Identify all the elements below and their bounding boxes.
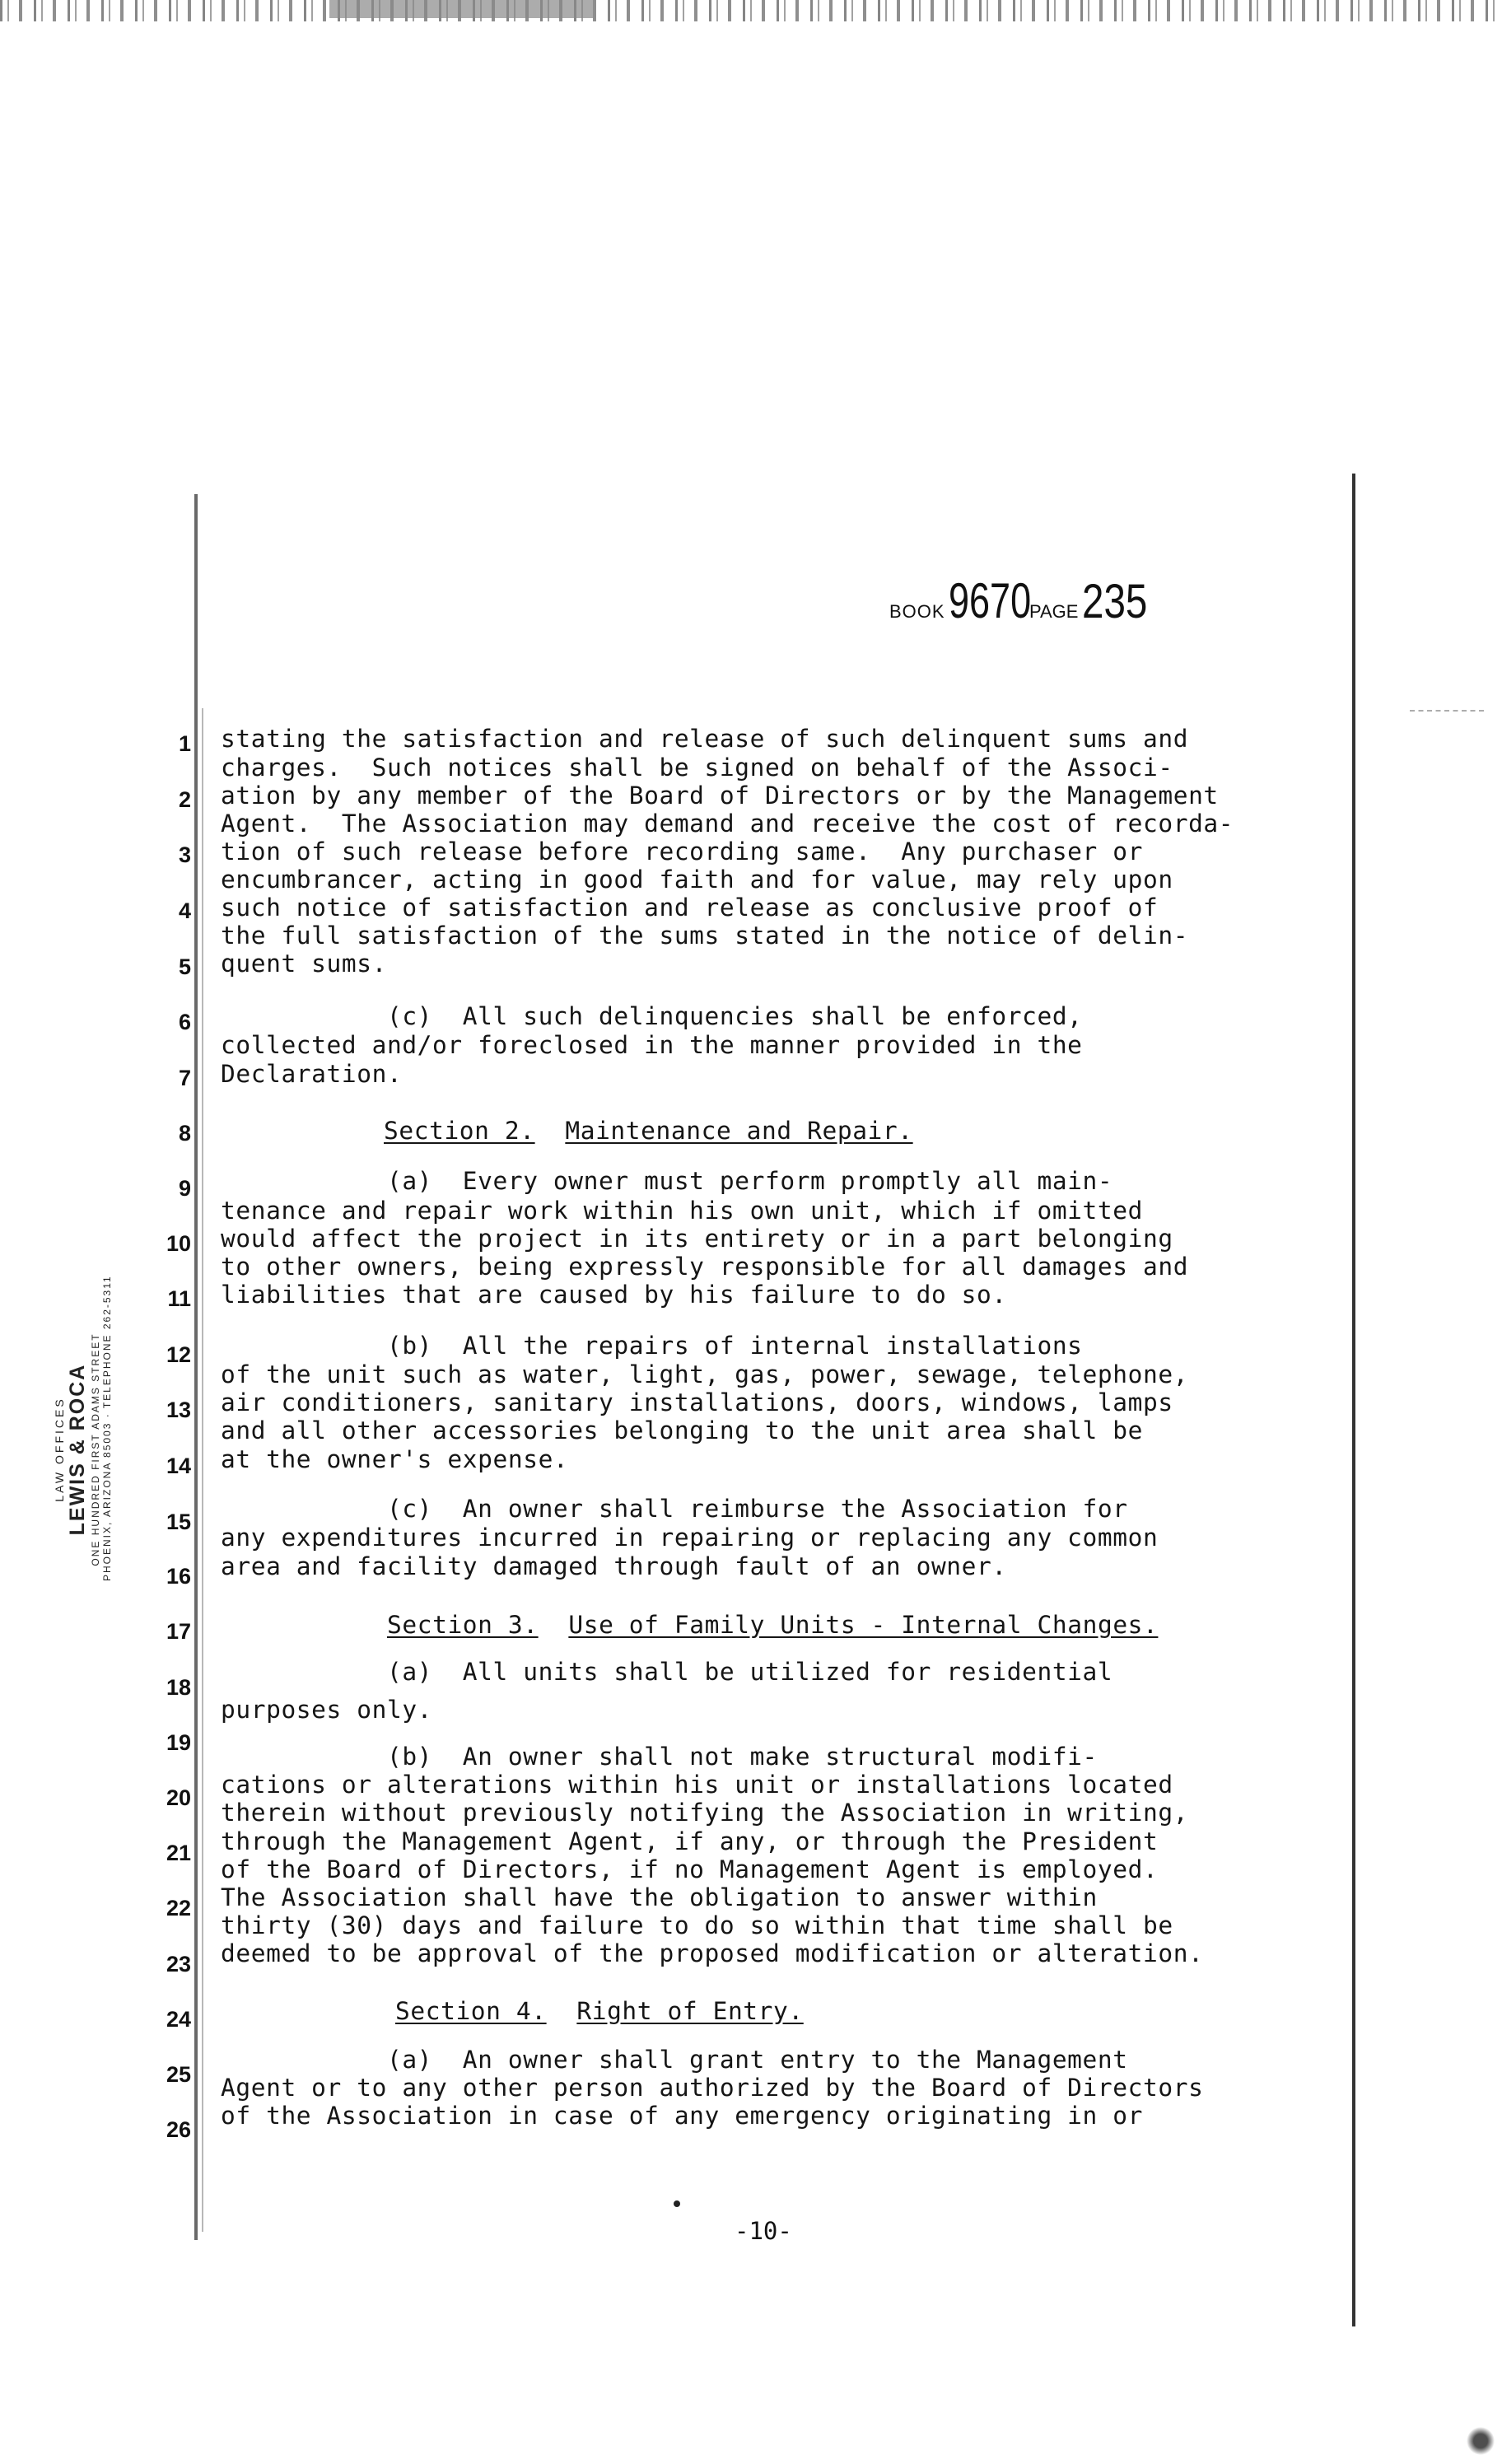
section-2-number: Section 2. <box>384 1117 535 1145</box>
text-line: encumbrancer, acting in good faith and for value, may rely upon <box>221 866 1173 894</box>
text-line: to other owners, being expressly responsible for all damages and <box>221 1253 1189 1281</box>
line-number: 8 <box>178 1121 191 1146</box>
text-line: through the Management Agent, if any, or through the President <box>221 1827 1159 1855</box>
line-number: 4 <box>178 898 191 923</box>
line-number: 21 <box>166 1841 191 1865</box>
text-line: of the unit such as water, light, gas, power, sewage, telephone, <box>221 1360 1189 1388</box>
line-number: 10 <box>166 1231 191 1256</box>
line-number: 14 <box>166 1454 191 1478</box>
book-page-stamp <box>889 572 1162 629</box>
text-line: and all other accessories belonging to the unit area shall be <box>221 1416 1143 1444</box>
line-number: 22 <box>166 1896 191 1920</box>
line-number: 1 <box>178 731 191 756</box>
text-line: air conditioners, sanitary installations, doors, windows, lamps <box>221 1388 1173 1416</box>
line-number: 15 <box>166 1510 191 1534</box>
section-3-number: Section 3. <box>387 1611 539 1639</box>
text-line: tenance and repair work within his own unit, which if omitted <box>221 1197 1143 1225</box>
text-line: such notice of satisfaction and release as conclusive proof of <box>221 894 1159 922</box>
text-line: the full satisfaction of the sums stated in the notice of delin- <box>221 922 1189 950</box>
line-number: 3 <box>178 842 191 867</box>
text-line: Agent. The Association may demand and receive the cost of recorda- <box>221 810 1234 838</box>
text-line: stating the satisfaction and release of such delinquent sums and <box>221 725 1189 753</box>
line-number: 11 <box>167 1286 191 1311</box>
book-label: BOOK <box>889 601 945 622</box>
line-number: 12 <box>166 1342 191 1367</box>
text-line: (b) All the repairs of internal installations <box>221 1332 1083 1360</box>
text-line: tion of such release before recording same. Any purchaser or <box>221 838 1143 866</box>
left-margin-rule-inner <box>202 708 203 2232</box>
text-line: cations or alterations within his unit or installations located <box>221 1771 1173 1799</box>
text-line: (a) Every owner must perform promptly all main- <box>221 1167 1113 1195</box>
section-3-heading <box>387 1611 1158 1639</box>
firm-name: LEWIS & ROCA <box>66 1363 89 1536</box>
line-number: 18 <box>166 1675 191 1700</box>
text-line: thirty (30) days and failure to do so within that time shall be <box>221 1911 1173 1939</box>
book-number: 9670 <box>949 573 1032 628</box>
line-number: 9 <box>178 1176 191 1201</box>
line-number: 13 <box>166 1398 191 1422</box>
text-line: at the owner's expense. <box>221 1445 569 1473</box>
section-4-number: Section 4. <box>395 1997 547 2025</box>
text-line: collected and/or foreclosed in the manner provided in the <box>221 1031 1083 1059</box>
section-4-heading <box>395 1997 804 2025</box>
page-footer-number: -10- <box>735 2217 792 2245</box>
text-line: area and facility damaged through fault of an owner. <box>221 1552 1007 1580</box>
firm-address: ONE HUNDRED FIRST ADAMS STREET <box>90 1332 101 1566</box>
text-line: Declaration. <box>221 1060 403 1088</box>
line-number: 17 <box>166 1619 191 1644</box>
text-line: of the Board of Directors, if no Management Agent is employed. <box>221 1855 1159 1883</box>
text-line: (a) An owner shall grant entry to the Management <box>221 2046 1128 2074</box>
text-line: The Association shall have the obligation to answer within <box>221 1883 1098 1911</box>
text-line: would affect the project in its entirety or in a part belonging <box>221 1225 1173 1253</box>
page-label: PAGE <box>1029 601 1079 622</box>
line-number: 19 <box>166 1730 191 1755</box>
line-number: 25 <box>166 2062 191 2087</box>
section-2-heading <box>384 1117 913 1145</box>
text-line: charges. Such notices shall be signed on behalf of the Associ- <box>221 754 1173 782</box>
law-offices-label: LAW OFFICES <box>53 1397 66 1502</box>
text-line: of the Association in case of any emergency originating in or <box>221 2102 1143 2130</box>
text-line: purposes only. <box>221 1696 433 1724</box>
text-line: deemed to be approval of the proposed modification or alteration. <box>221 1939 1204 1967</box>
firm-contact: PHOENIX, ARIZONA 85003 · TELEPHONE 262-5311 <box>101 1275 113 1581</box>
text-line: liabilities that are caused by his failure to do so. <box>221 1281 1007 1309</box>
left-margin-rule <box>194 494 198 2240</box>
line-number: 24 <box>166 2007 191 2032</box>
text-line: any expenditures incurred in repairing or replacing any common <box>221 1524 1159 1552</box>
text-line: (c) All such delinquencies shall be enforced, <box>221 1002 1083 1030</box>
right-margin-rule <box>1352 474 1355 2326</box>
stray-mark <box>674 2200 680 2207</box>
corner-artifact <box>1464 2424 1497 2457</box>
line-number: 2 <box>178 787 191 812</box>
text-line: (b) An owner shall not make structural modifi- <box>221 1743 1098 1771</box>
law-firm-sidebar <box>53 1275 113 1581</box>
line-number: 26 <box>166 2117 191 2142</box>
section-3-title: Use of Family Units - Internal Changes. <box>568 1611 1159 1639</box>
text-line: (c) An owner shall reimburse the Association for <box>221 1495 1128 1523</box>
line-number: 7 <box>178 1066 191 1090</box>
line-number: 20 <box>166 1785 191 1810</box>
line-number: 6 <box>178 1010 191 1034</box>
line-number: 5 <box>178 954 191 979</box>
section-4-title: Right of Entry. <box>576 1997 804 2025</box>
page-number: 235 <box>1081 575 1148 628</box>
line-number: 16 <box>166 1564 191 1589</box>
text-line: ation by any member of the Board of Directors or by the Management <box>221 782 1219 810</box>
scan-edge-artifact <box>0 0 1502 21</box>
text-line: therein without previously notifying the Association in writing, <box>221 1799 1189 1827</box>
text-line: quent sums. <box>221 950 387 978</box>
text-line: (a) All units shall be utilized for residential <box>221 1658 1113 1686</box>
section-2-title: Maintenance and Repair. <box>565 1117 913 1145</box>
line-number: 23 <box>166 1952 191 1976</box>
margin-mark <box>1410 710 1484 720</box>
text-line: Agent or to any other person authorized by the Board of Directors <box>221 2074 1204 2102</box>
